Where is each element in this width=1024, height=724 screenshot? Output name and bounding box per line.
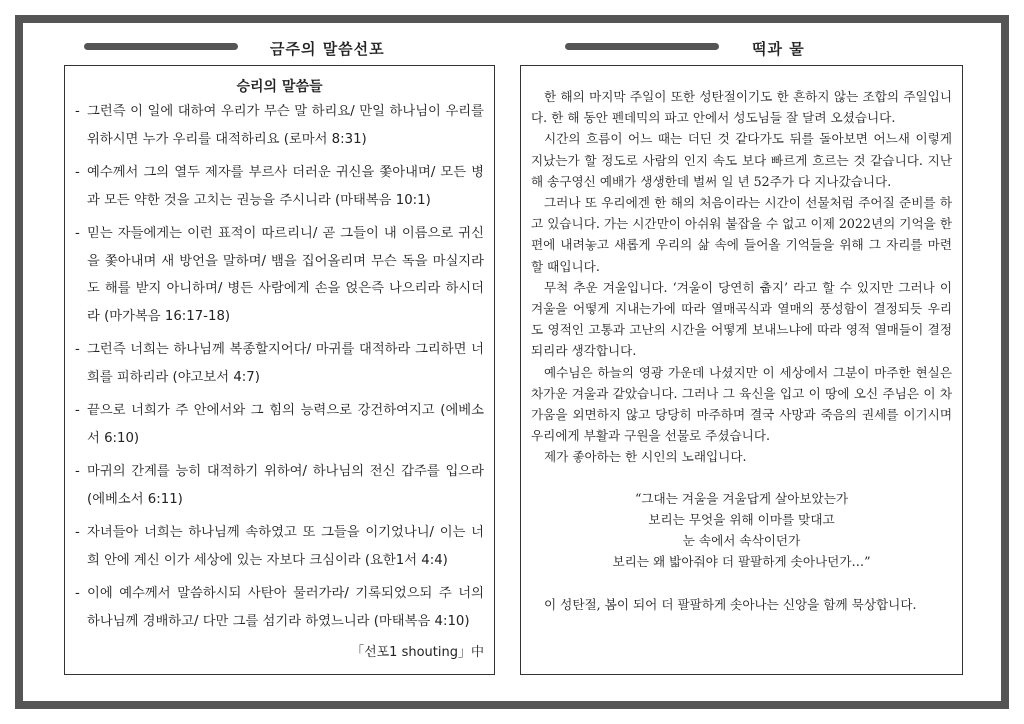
verse-text: 끝으로 너희가 주 안에서와 그 힘의 능력으로 강건하여지고 (에베소서 6:10) — [87, 403, 484, 446]
right-header-title: 떡과 물 — [752, 40, 805, 58]
column-paragraph: 예수님은 하늘의 영광 가운데 나셨지만 이 세상에서 그분이 마주한 현실은 차가운 겨울과 같았습니다. 그러나 그 육신을 입고 이 땅에 오신 주님은 이 차가움을 외면하지 않고 당당히 마주하며 결국 사망과 죽음의 권세를 이기시며 우리에게 부활과 구원을 선물로 주셨습니다. — [531, 364, 952, 444]
left-header-bar — [84, 43, 238, 50]
column-box — [520, 65, 963, 675]
verse-bullet: - — [75, 586, 80, 601]
poem-line: 보리는 무엇을 위해 이마를 맞대고 — [648, 511, 835, 527]
verse-bullet: - — [75, 342, 80, 357]
verse-item — [65, 519, 494, 574]
poem-line: “그대는 겨울을 겨울답게 살아보았는가 — [634, 490, 849, 506]
verse-bullet: - — [75, 104, 80, 119]
verse-bullet: - — [75, 226, 80, 241]
verse-item — [65, 336, 494, 391]
verse-bullet: - — [75, 464, 80, 479]
column-paragraph: 시간의 흐름이 어느 때는 더딘 것 같다가도 뒤를 돌아보면 어느새 이렇게 지났는가 할 정도로 사람의 인지 속도 보다 빠르게 흐르는 것 같습니다. 지난해 송구영신 예배가 생생한데 벌써 일 년 52주가 다 지나갔습니다. — [531, 131, 952, 189]
verse-bullet: - — [75, 403, 80, 418]
scripture-source: 「선포1 shouting」中 — [351, 645, 484, 660]
scripture-box — [64, 65, 495, 675]
verse-item — [65, 397, 494, 452]
verse-bullet: - — [75, 525, 80, 540]
scripture-box-title: 승리의 말씀들 — [236, 79, 323, 95]
verse-text: 그런즉 이 일에 대하여 우리가 무슨 말 하리요/ 만일 하나님이 우리를 위하시면 누가 우리를 대적하리요 (로마서 8:31) — [87, 104, 484, 147]
poem-line: 보리는 왜 밟아줘야 더 팔팔하게 솟아나던가…” — [612, 554, 871, 570]
column-paragraph: 한 해의 마지막 주일이 또한 성탄절이기도 한 흔하지 않는 조합의 주일입니다. 한 해 동안 펜데믹의 파고 안에서 성도님들 잘 달려 오셨습니다. — [531, 89, 952, 126]
verse-text: 마귀의 간계를 능히 대적하기 위하여/ 하나님의 전신 갑주를 입으라 (에베소서 6:11) — [87, 464, 484, 507]
verse-item — [65, 159, 494, 214]
column-paragraphs — [531, 86, 952, 468]
verse-text: 자녀들아 너희는 하나님께 속하였고 또 그들을 이기었나니/ 이는 너희 안에 계신 이가 세상에 있는 자보다 크심이라 (요한1서 4:4) — [87, 525, 484, 568]
column-paragraph: 그러나 또 우리에겐 한 해의 처음이라는 시간이 선물처럼 주어질 준비를 하고 있습니다. 가는 시간만이 아쉬워 붙잡을 수 없고 이제 2022년의 기억을 한 편에 내려놓고 새롭게 우리의 삶 속에 들어올 기억들을 위해 그 자리를 마련할 때입니다. — [531, 195, 952, 274]
verse-item — [65, 580, 494, 635]
verse-text: 그런즉 너희는 하나님께 복종할지어다/ 마귀를 대적하라 그리하면 너희를 피하리라 (야고보서 4:7) — [87, 342, 484, 385]
closing-line: 이 성탄절, 봄이 되어 더 팔팔하게 솟아나는 신앙을 함께 묵상합니다. — [544, 597, 917, 613]
poem-quote — [531, 488, 952, 573]
verse-text: 이에 예수께서 말씀하시되 사탄아 물러가라/ 기록되었으되 주 너의 하나님께 경배하고/ 다만 그를 섬기라 하였느니라 (마태복음 4:10) — [87, 586, 484, 629]
column-paragraph: 무척 추운 겨울입니다. ‘겨울이 당연히 춥지’ 라고 할 수 있지만 그러나 이 겨울을 어떻게 지내는가에 따라 열매곡식과 열매의 풍성함이 결정되듯 우리도 영적인 고통과 고난의 시간을 어떻게 보내느냐에 따라 영적 열매들이 결정되리라 생각합니다. — [531, 279, 952, 359]
left-header-title: 금주의 말씀선포 — [270, 40, 385, 58]
verse-item — [65, 458, 494, 513]
right-header-bar — [565, 43, 719, 50]
verse-bullet: - — [75, 165, 80, 180]
verse-text: 믿는 자들에게는 이런 표적이 따르리니/ 곧 그들이 내 이름으로 귀신을 쫓아내며 새 방언을 말하며/ 뱀을 집어올리며 무슨 독을 마실지라도 해를 받지 아니하며/ 병든 사람에게 손을 얹은즉 나으리라 하시더라 (마가복음 16:17-18) — [87, 226, 484, 324]
verse-list — [65, 98, 494, 635]
verse-item — [65, 98, 494, 153]
verse-item — [65, 220, 494, 330]
poem-line: 눈 속에서 속삭이던가 — [682, 533, 801, 549]
column-paragraph: 제가 좋아하는 한 시인의 노래입니다. — [544, 449, 747, 465]
verse-text: 예수께서 그의 열두 제자를 부르사 더러운 귀신을 쫓아내며/ 모든 병과 모든 약한 것을 고치는 권능을 주시니라 (마태복음 10:1) — [87, 165, 484, 208]
